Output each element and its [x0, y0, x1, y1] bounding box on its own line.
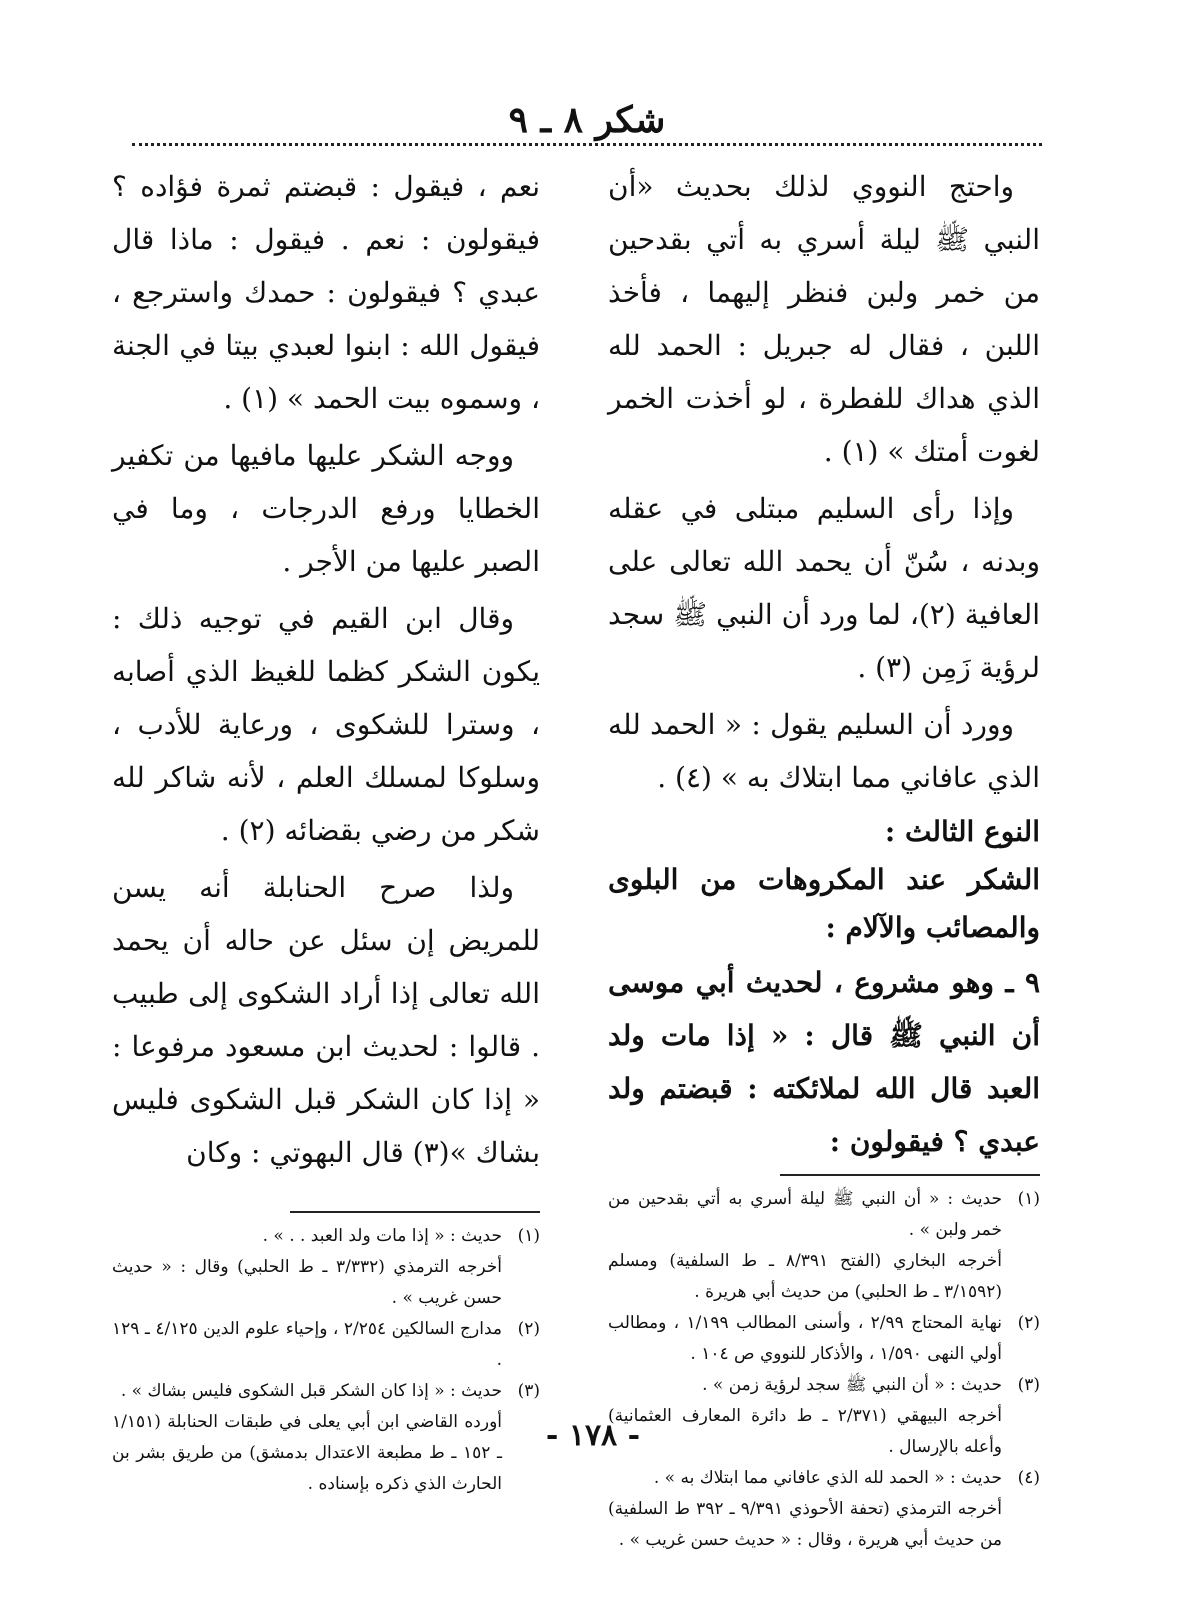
footnote-number: (٢) [1017, 1313, 1040, 1333]
footnote-continuation: أورده القاضي ابن أبي يعلى في طبقات الحنابلة (١/١٥١ ـ ١٥٢ ـ ط مطبعة الاعتدال بدمشق) من طريق بشر بن الحارث الذي ذكره بإسناده . [112, 1412, 503, 1494]
right-para-3: وورد أن السليم يقول : « الحمد لله الذي عافاني مما ابتلاك به » (٤) . [608, 708, 1040, 794]
page-number: - ١٧٨ - [545, 1418, 641, 1453]
left-para-2: ووجه الشكر عليها مافيها من تكفير الخطايا ورفع الدرجات ، وما في الصبر عليها من الأجر . [112, 439, 540, 578]
footnote-text: نهاية المحتاج ٢/٩٩ ، وأسنى المطالب ١/١٩٩ ، ومطالب أولي النهى ١/٥٩٠ ، والأذكار للنووي ص ١٠٤ . [608, 1313, 1003, 1364]
footnote-number: (٣) [1017, 1375, 1040, 1395]
footnote [608, 1308, 1040, 1370]
footnote-continuation: أخرجه البيهقي (٢/٣٧١ ـ ط دائرة المعارف العثمانية) وأعله بالإرسال . [608, 1406, 1003, 1457]
footnote-continuation: أخرجه البخاري (الفتح ٨/٣٩١ ـ ط السلفية) ومسلم (٣/١٥٩٢ ـ ط الحلبي) من حديث أبي هريرة . [608, 1251, 1002, 1302]
footnote [112, 1221, 540, 1252]
footnote-number: (٢) [517, 1319, 540, 1339]
footnote [608, 1463, 1040, 1494]
footnote-text: حديث : « الحمد لله الذي عافاني مما ابتلاك به » . [653, 1468, 1002, 1488]
section-heading-title: الشكر عند المكروهات من البلوى والمصائب والآلام : [608, 863, 1040, 944]
left-footnote-gap [112, 1183, 540, 1205]
footnote [608, 1370, 1040, 1401]
section-heading-type: النوع الثالث : [884, 815, 1040, 848]
footnote-text: حديث : « إذا كان الشكر قبل الشكوى فليس بشاك » . [120, 1381, 502, 1401]
right-para-2: وإذا رأى السليم مبتلى في عقله وبدنه ، سُنّ أن يحمد الله تعالى على العافية (٢)، لما ورد أن النبي ﷺ سجد لرؤية زَمِن (٣) . [608, 492, 1040, 684]
left-footnote-separator [290, 1211, 540, 1213]
footnote [608, 1184, 1040, 1246]
footnote [112, 1376, 540, 1407]
left-para-1: نعم ، فيقول : قبضتم ثمرة فؤاده ؟ فيقولون : نعم . فيقول : ماذا قال عبدي ؟ فيقولون : حمدك واسترجع ، فيقول الله : ابنوا لعبدي بيتا في الجنة ، وسموه بيت الحمد » (١) . [112, 170, 540, 415]
footnote-number: (١) [1017, 1189, 1040, 1209]
footnote-continuation: أخرجه الترمذي (٣/٣٣٢ ـ ط الحلبي) وقال : « حديث حسن غريب » . [112, 1257, 502, 1308]
right-footnotes [608, 1184, 1040, 1556]
footnote-number: (٣) [517, 1381, 540, 1401]
footnote-text: حديث : « أن النبي ﷺ ليلة أسري به أتي بقدحين من خمر ولبن » . [608, 1189, 1002, 1240]
header-dotted-rule [132, 143, 1042, 146]
right-section-para: ٩ ـ وهو مشروع ، لحديث أبي موسى أن النبي ﷺ قال : « إذا مات ولد العبد قال الله لملائكته : قبضتم ولد عبدي ؟ فيقولون : [608, 966, 1040, 1158]
page-header-title: شكر ٨ ـ ٩ [508, 99, 666, 141]
footnote-number: (٤) [1017, 1468, 1040, 1488]
footnote-text: مدارج السالكين ٢/٢٥٤ ، وإحياء علوم الدين ٤/١٢٥ ـ ١٢٩ . [112, 1319, 502, 1370]
left-column [112, 160, 540, 1500]
left-para-3: وقال ابن القيم في توجيه ذلك : يكون الشكر كظما للغيظ الذي أصابه ، وسترا للشكوى ، ورعاية للأدب ، وسلوكا لمسلك العلم ، لأنه شاكر لله شكر من رضي بقضائه (٢) . [112, 602, 540, 847]
footnote-continuation: أخرجه الترمذي (تحفة الأحوذي ٩/٣٩١ ـ ٣٩٢ ط السلفية) من حديث أبي هريرة ، وقال : « حديث حسن غريب » . [608, 1499, 1002, 1550]
left-footnotes [112, 1221, 540, 1500]
left-para-4: ولذا صرح الحنابلة أنه يسن للمريض إن سئل عن حاله أن يحمد الله تعالى إذا أراد الشكوى إلى طبيب . قالوا : لحديث ابن مسعود مرفوعا : « إذا كان الشكر قبل الشكوى فليس بشاك »(٣) قال البهوتي : وكان [112, 871, 540, 1169]
footnote-text: حديث : « أن النبي ﷺ سجد لرؤية زمن » . [702, 1375, 1002, 1395]
footnote-number: (١) [517, 1226, 540, 1246]
right-column [608, 160, 1040, 1556]
right-footnote-separator [780, 1174, 1040, 1176]
footnote [112, 1314, 540, 1376]
footnote-text: حديث : « إذا مات ولد العبد . . » . [262, 1226, 502, 1246]
right-para-1: واحتج النووي لذلك بحديث «أن النبي ﷺ ليلة أسري به أتي بقدحين من خمر ولبن فنظر إليهما ، فأخذ اللبن ، فقال له جبريل : الحمد لله الذي هداك للفطرة ، لو أخذت الخمر لغوت أمتك » (١) . [608, 170, 1040, 468]
